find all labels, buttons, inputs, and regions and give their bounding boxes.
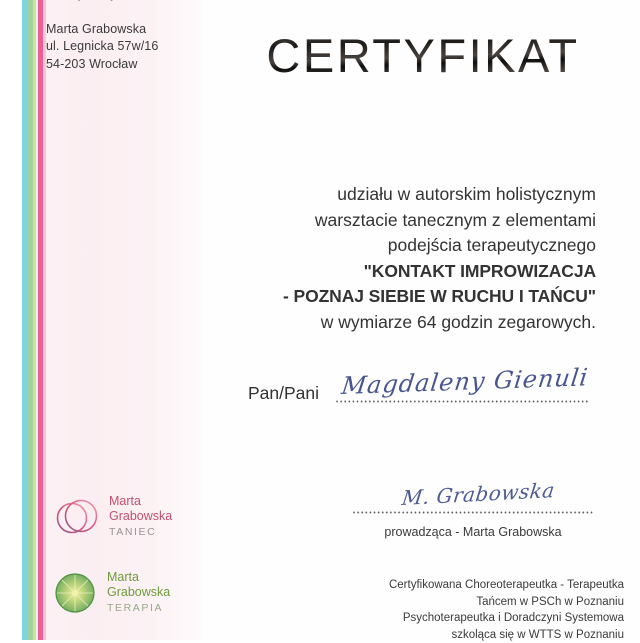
- logo-taniec: [54, 494, 172, 540]
- credentials-block: [294, 577, 624, 643]
- credential-line-3: Psychoterapeutka i Doradczyni Systemowa: [294, 610, 624, 627]
- signature-handwritten: M. Grabowska: [401, 478, 557, 510]
- address-line-3: 54-203 Wrocław: [46, 56, 198, 74]
- credential-line-1: Certyfikowana Choreoterapeutka - Terapeutka: [294, 577, 624, 594]
- double-ring-icon: [54, 494, 100, 540]
- logo-taniec-subtitle: TANIEC: [109, 525, 172, 540]
- issuer-header: [46, 0, 198, 73]
- logo-terapia-text: [107, 570, 170, 616]
- logo-taniec-name-2: Grabowska: [109, 509, 172, 524]
- body-line-1: udziału w autorskim holistycznym: [166, 182, 596, 208]
- address-line-1: Marta Grabowska: [46, 21, 198, 39]
- recipient-dotted-line: [335, 400, 588, 403]
- workshop-title-line-1: "KONTAKT IMPROWIZACJA: [166, 259, 596, 285]
- certificate-body-text: [166, 182, 596, 335]
- issuer-address: [46, 21, 198, 74]
- body-line-2: warsztacie tanecznym z elementami: [166, 208, 596, 234]
- workshop-title-line-2: - POZNAJ SIEBIE W RUCHU I TAŃCU": [166, 284, 596, 310]
- credential-line-4: szkoląca się w WTTS w Poznaniu: [294, 627, 624, 643]
- body-line-3: podejścia terapeutycznego: [166, 233, 596, 259]
- logo-terapia: [52, 570, 170, 616]
- logo-terapia-name-1: Marta: [107, 570, 170, 585]
- recipient-handwritten-name: Magdaleny Gienuli: [340, 363, 590, 400]
- address-line-2: ul. Legnicka 57w/16: [46, 38, 198, 56]
- recipient-label: Pan/Pani: [248, 383, 319, 404]
- green-sun-circle-icon: [52, 570, 98, 616]
- recipient-field: [248, 378, 588, 412]
- certificate-title: CERTYFIKAT: [206, 28, 640, 83]
- workshop-hours-line: w wymiarze 64 godzin zegarowych.: [166, 310, 596, 336]
- credential-line-2: Tańcem w PSCh w Poznaniu: [294, 594, 624, 611]
- organization-name-line: [46, 0, 198, 4]
- signature-caption: prowadząca - Marta Grabowska: [352, 525, 594, 539]
- signature-dotted-line: [352, 511, 594, 514]
- logo-taniec-name-1: Marta: [109, 494, 172, 509]
- logo-terapia-subtitle: TERAPIA: [107, 601, 170, 616]
- logo-terapia-name-2: Grabowska: [107, 585, 170, 600]
- logo-taniec-text: [109, 494, 172, 540]
- stripe-pale-pink: [43, 0, 46, 640]
